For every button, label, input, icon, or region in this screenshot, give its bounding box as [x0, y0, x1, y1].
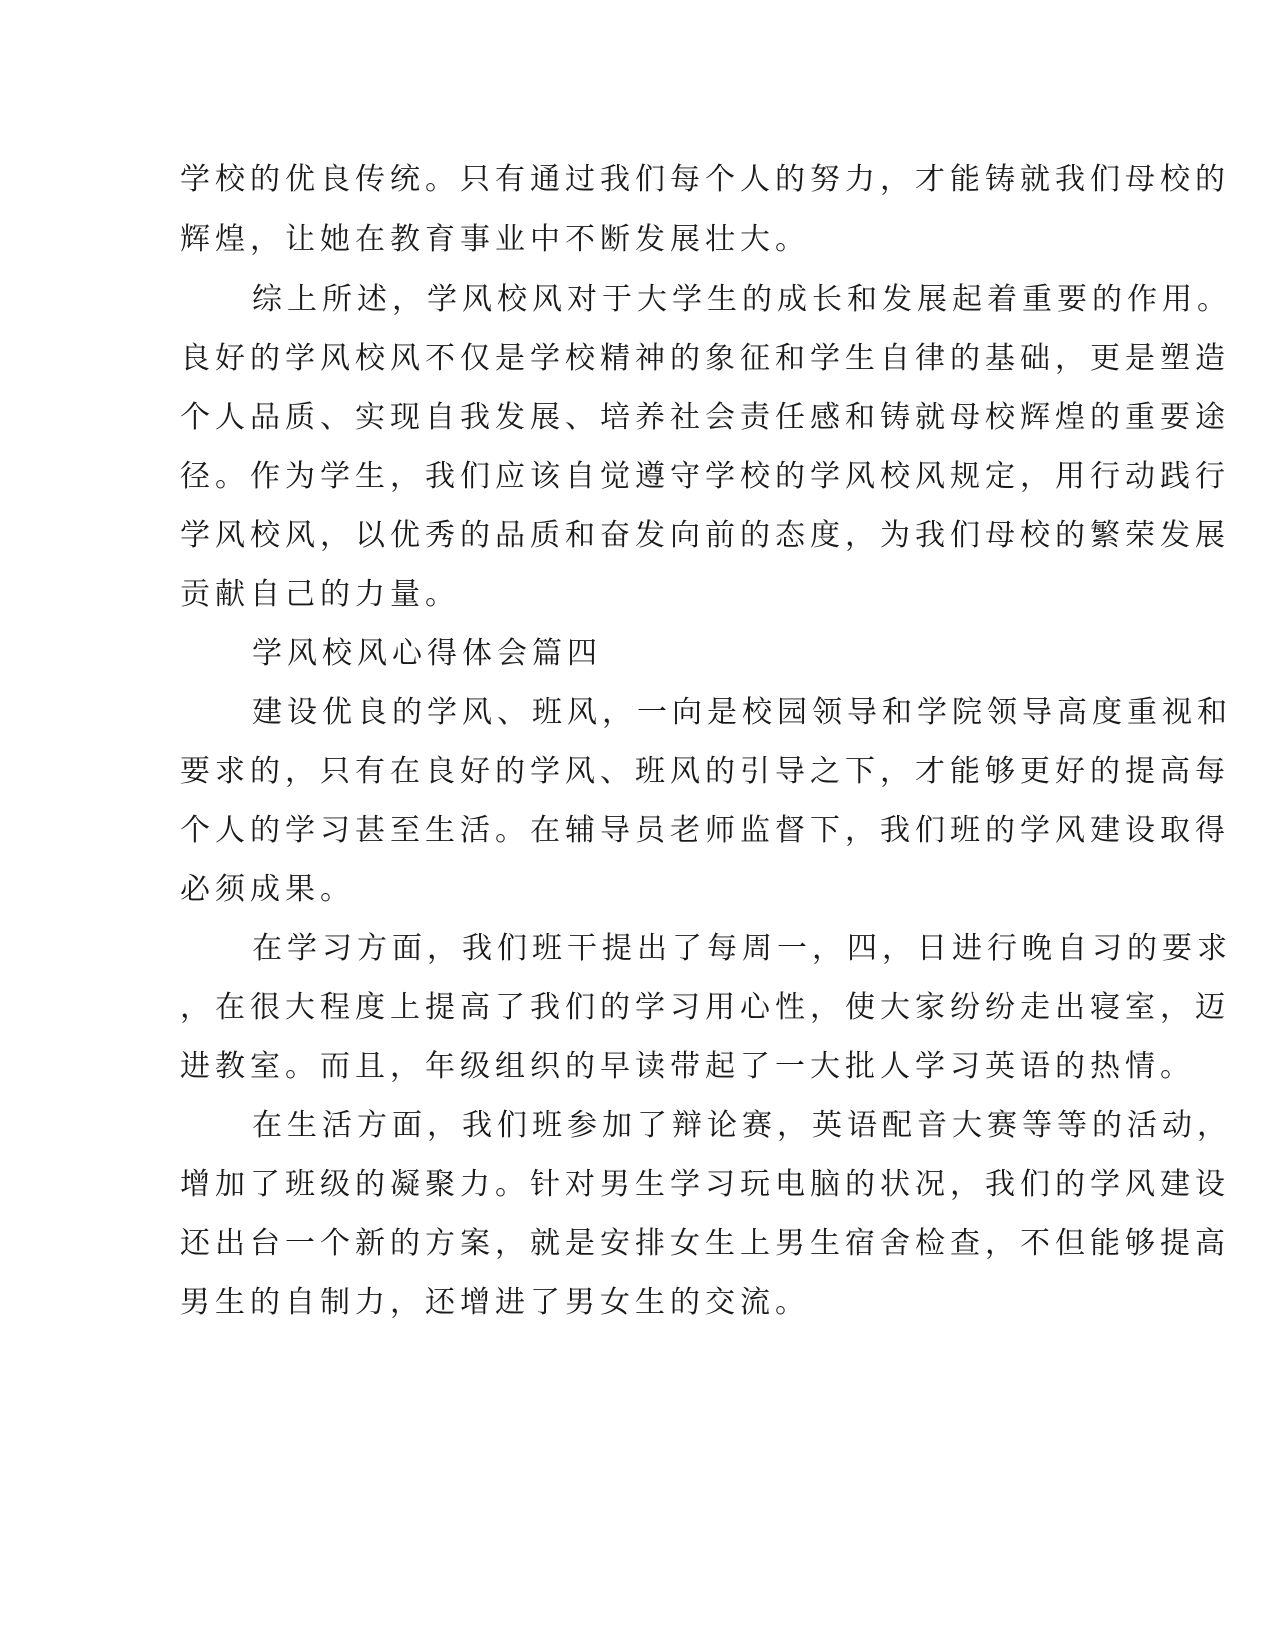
text-line: 个人的学习甚至生活。在辅导员老师监督下，我们班的学风建设取得	[180, 813, 1230, 848]
text-line: 必须成果。	[180, 872, 355, 907]
text-line: 良好的学风校风不仅是学校精神的象征和学生自律的基础，更是塑造	[180, 341, 1230, 376]
text-line: 贡献自己的力量。	[180, 577, 460, 612]
paragraph-first-line: 综上所述，学风校风对于大学生的成长和发展起着重要的作用。	[252, 282, 1232, 317]
text-line: 学校的优良传统。只有通过我们每个人的努力，才能铸就我们母校的	[180, 162, 1230, 197]
paragraph-first-line: 建设优良的学风、班风，一向是校园领导和学院领导高度重视和	[252, 695, 1232, 730]
text-line: 径。作为学生，我们应该自觉遵守学校的学风校风规定，用行动践行	[180, 459, 1230, 494]
text-line: 男生的自制力，还增进了男女生的交流。	[180, 1285, 810, 1320]
text-line: 增加了班级的凝聚力。针对男生学习玩电脑的状况，我们的学风建设	[180, 1167, 1230, 1202]
text-line: 还出台一个新的方案，就是安排女生上男生宿舍检查，不但能够提高	[180, 1226, 1230, 1261]
paragraph-first-line: 在学习方面，我们班干提出了每周一，四，日进行晚自习的要求	[252, 931, 1232, 966]
text-line: 进教室。而且，年级组织的早读带起了一大批人学习英语的热情。	[180, 1049, 1195, 1084]
text-line: 辉煌，让她在教育事业中不断发展壮大。	[180, 222, 810, 257]
text-line: 学风校风，以优秀的品质和奋发向前的态度，为我们母校的繁荣发展	[180, 518, 1230, 553]
text-line: 要求的，只有在良好的学风、班风的引导之下，才能够更好的提高每	[180, 754, 1230, 789]
text-line: ，在很大程度上提高了我们的学习用心性，使大家纷纷走出寝室，迈	[180, 990, 1230, 1025]
section-heading: 学风校风心得体会篇四	[252, 636, 602, 671]
paragraph-first-line: 在生活方面，我们班参加了辩论赛，英语配音大赛等等的活动，	[252, 1108, 1232, 1143]
text-line: 个人品质、实现自我发展、培养社会责任感和铸就母校辉煌的重要途	[180, 400, 1230, 435]
